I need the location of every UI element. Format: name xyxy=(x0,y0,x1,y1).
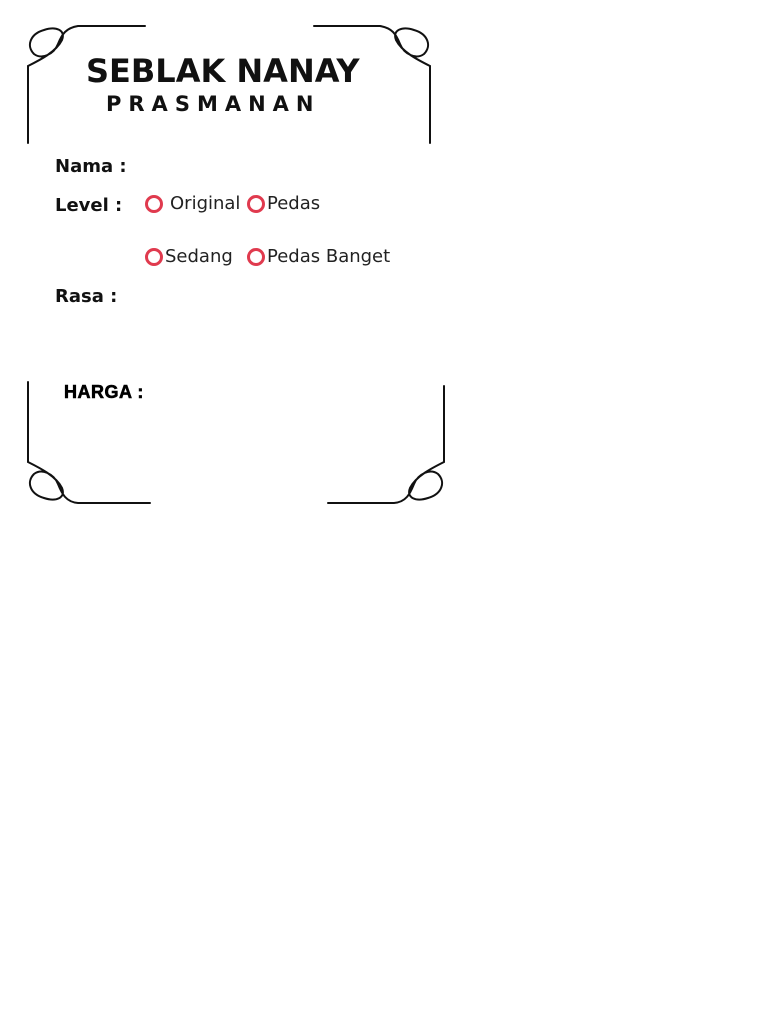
radio-circle-icon[interactable] xyxy=(247,248,265,266)
nama-label: Nama : xyxy=(55,156,127,177)
harga-label: HARGA : xyxy=(64,382,144,402)
level-option-label: Pedas xyxy=(267,193,321,214)
level-option-label: Sedang xyxy=(165,246,233,267)
radio-circle-icon[interactable] xyxy=(145,248,163,266)
shop-subtitle: PRASMANAN xyxy=(106,92,321,116)
level-option-original[interactable] xyxy=(145,193,240,214)
level-label: Level : xyxy=(55,195,123,216)
rasa-label: Rasa : xyxy=(55,286,118,307)
level-option-pedas-banget[interactable] xyxy=(247,246,390,267)
radio-circle-icon[interactable] xyxy=(247,195,265,213)
level-option-sedang[interactable] xyxy=(145,246,233,267)
level-option-label: Original xyxy=(170,193,241,214)
shop-title: SEBLAK NANAY xyxy=(86,52,360,90)
bottom-right-flourish xyxy=(328,386,444,503)
radio-circle-icon[interactable] xyxy=(145,195,163,213)
level-option-label: Pedas Banget xyxy=(267,246,391,267)
level-option-pedas[interactable] xyxy=(247,193,320,214)
